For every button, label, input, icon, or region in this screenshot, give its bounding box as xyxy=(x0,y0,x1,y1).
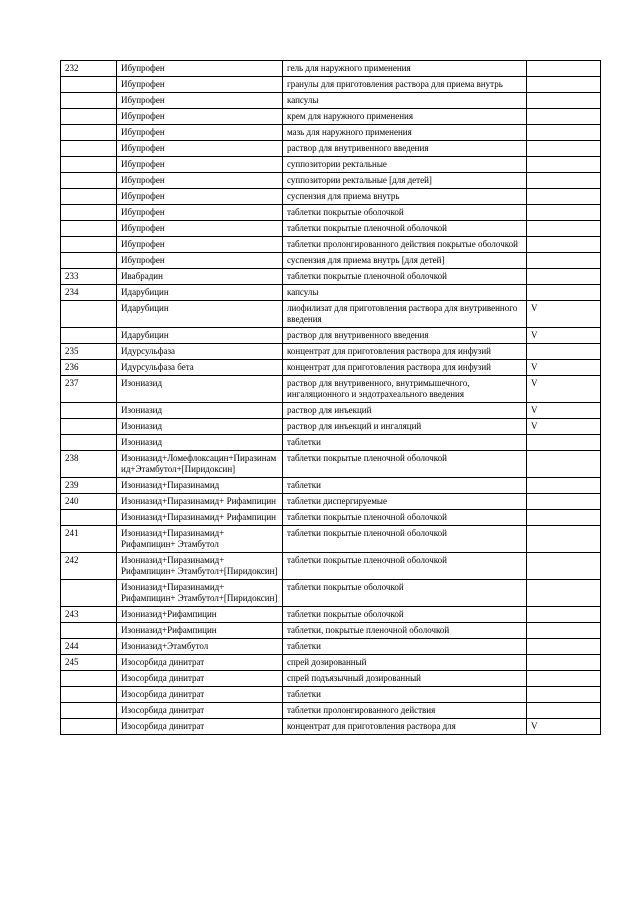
drug-name-cell: Ибупрофен xyxy=(117,253,283,269)
table-row xyxy=(61,580,601,607)
row-number-cell: 243 xyxy=(61,607,117,623)
dosage-form-cell: таблетки покрытые оболочкой xyxy=(283,205,527,221)
row-number-cell: 233 xyxy=(61,269,117,285)
mark-cell xyxy=(527,510,601,526)
dosage-form-cell: суспензия для приема внутрь xyxy=(283,189,527,205)
mark-cell xyxy=(527,125,601,141)
drug-name-cell: Ибупрофен xyxy=(117,93,283,109)
dosage-form-cell: таблетки покрытые пленочной оболочкой xyxy=(283,451,527,478)
mark-cell xyxy=(527,173,601,189)
dosage-form-cell: суппозитории ректальные xyxy=(283,157,527,173)
dosage-form-cell: раствор для внутривенного введения xyxy=(283,328,527,344)
table-row xyxy=(61,285,601,301)
table-row xyxy=(61,419,601,435)
mark-cell xyxy=(527,237,601,253)
table-row xyxy=(61,719,601,735)
drug-name-cell: Идарубицин xyxy=(117,328,283,344)
drug-name-cell: Идурсульфаза xyxy=(117,344,283,360)
dosage-form-cell: спрей дозированный xyxy=(283,655,527,671)
drug-name-cell: Изониазид+Рифампицин xyxy=(117,607,283,623)
row-number-cell xyxy=(61,671,117,687)
row-number-cell: 237 xyxy=(61,376,117,403)
row-number-cell: 241 xyxy=(61,526,117,553)
mark-cell xyxy=(527,141,601,157)
row-number-cell: 245 xyxy=(61,655,117,671)
mark-cell xyxy=(527,687,601,703)
dosage-form-cell: крем для наружного применения xyxy=(283,109,527,125)
mark-cell xyxy=(527,435,601,451)
dosage-form-cell: суспензия для приема внутрь [для детей] xyxy=(283,253,527,269)
drug-name-cell: Изониазид+Пиразинамид+ Рифампицин+ Этамбутол+[Пиридоксин] xyxy=(117,580,283,607)
mark-cell xyxy=(527,285,601,301)
mark-cell xyxy=(527,93,601,109)
drug-name-cell: Изониазид+Пиразинамид+ Рифампицин+ Этамбутол xyxy=(117,526,283,553)
dosage-form-cell: раствор для инъекций xyxy=(283,403,527,419)
row-number-cell xyxy=(61,703,117,719)
dosage-form-cell: раствор для внутривенного, внутримышечного, ингаляционного и эндотрахеального введения xyxy=(283,376,527,403)
row-number-cell: 239 xyxy=(61,478,117,494)
table-row xyxy=(61,451,601,478)
row-number-cell xyxy=(61,77,117,93)
drug-name-cell: Идарубицин xyxy=(117,285,283,301)
dosage-form-cell: капсулы xyxy=(283,285,527,301)
dosage-form-cell: суппозитории ректальные [для детей] xyxy=(283,173,527,189)
mark-cell xyxy=(527,205,601,221)
table-row xyxy=(61,703,601,719)
table-row xyxy=(61,655,601,671)
drug-name-cell: Ибупрофен xyxy=(117,157,283,173)
mark-cell xyxy=(527,157,601,173)
table-row xyxy=(61,494,601,510)
dosage-form-cell: раствор для инъекций и ингаляций xyxy=(283,419,527,435)
dosage-form-cell: таблетки покрытые пленочной оболочкой xyxy=(283,553,527,580)
drug-name-cell: Изосорбида динитрат xyxy=(117,671,283,687)
mark-cell xyxy=(527,607,601,623)
row-number-cell xyxy=(61,580,117,607)
dosage-form-cell: таблетки диспергируемые xyxy=(283,494,527,510)
dosage-form-cell: спрей подъязычный дозированный xyxy=(283,671,527,687)
row-number-cell: 232 xyxy=(61,61,117,77)
table-row xyxy=(61,553,601,580)
drug-name-cell: Ибупрофен xyxy=(117,173,283,189)
row-number-cell: 244 xyxy=(61,639,117,655)
row-number-cell xyxy=(61,403,117,419)
dosage-form-cell: таблетки покрытые пленочной оболочкой xyxy=(283,510,527,526)
mark-cell xyxy=(527,344,601,360)
table-row xyxy=(61,141,601,157)
table-row xyxy=(61,221,601,237)
table-row xyxy=(61,478,601,494)
table-row xyxy=(61,376,601,403)
row-number-cell xyxy=(61,237,117,253)
drug-name-cell: Ивабрадин xyxy=(117,269,283,285)
row-number-cell xyxy=(61,205,117,221)
drug-name-cell: Ибупрофен xyxy=(117,109,283,125)
mark-cell xyxy=(527,451,601,478)
table-row xyxy=(61,623,601,639)
row-number-cell xyxy=(61,221,117,237)
drug-name-cell: Ибупрофен xyxy=(117,77,283,93)
row-number-cell xyxy=(61,419,117,435)
table-row xyxy=(61,189,601,205)
mark-cell: V xyxy=(527,419,601,435)
table-row xyxy=(61,237,601,253)
dosage-form-cell: концентрат для приготовления раствора для инфузий xyxy=(283,344,527,360)
table-row xyxy=(61,435,601,451)
table-row xyxy=(61,173,601,189)
mark-cell: V xyxy=(527,403,601,419)
drug-name-cell: Изониазид xyxy=(117,419,283,435)
row-number-cell xyxy=(61,173,117,189)
row-number-cell xyxy=(61,109,117,125)
mark-cell xyxy=(527,253,601,269)
mark-cell: V xyxy=(527,376,601,403)
mark-cell xyxy=(527,671,601,687)
drug-name-cell: Изосорбида динитрат xyxy=(117,687,283,703)
drug-name-cell: Ибупрофен xyxy=(117,61,283,77)
table-row xyxy=(61,205,601,221)
drug-name-cell: Изониазид xyxy=(117,376,283,403)
mark-cell xyxy=(527,221,601,237)
dosage-form-cell: таблетки покрытые оболочкой xyxy=(283,607,527,623)
dosage-form-cell: капсулы xyxy=(283,93,527,109)
row-number-cell xyxy=(61,328,117,344)
drug-name-cell: Идарубицин xyxy=(117,301,283,328)
row-number-cell xyxy=(61,687,117,703)
drug-name-cell: Изосорбида динитрат xyxy=(117,703,283,719)
table-row xyxy=(61,253,601,269)
dosage-form-cell: таблетки покрытые оболочкой xyxy=(283,580,527,607)
row-number-cell xyxy=(61,623,117,639)
mark-cell xyxy=(527,639,601,655)
drug-name-cell: Изониазид xyxy=(117,403,283,419)
row-number-cell xyxy=(61,253,117,269)
row-number-cell: 236 xyxy=(61,360,117,376)
mark-cell: V xyxy=(527,328,601,344)
dosage-form-cell: мазь для наружного применения xyxy=(283,125,527,141)
row-number-cell xyxy=(61,301,117,328)
table-row xyxy=(61,109,601,125)
row-number-cell xyxy=(61,125,117,141)
mark-cell xyxy=(527,478,601,494)
table-row xyxy=(61,301,601,328)
mark-cell: V xyxy=(527,301,601,328)
mark-cell xyxy=(527,269,601,285)
mark-cell xyxy=(527,77,601,93)
mark-cell xyxy=(527,494,601,510)
table-row xyxy=(61,639,601,655)
mark-cell: V xyxy=(527,719,601,735)
table-row xyxy=(61,403,601,419)
drug-name-cell: Изониазид+Этамбутол xyxy=(117,639,283,655)
table-row xyxy=(61,687,601,703)
drug-name-cell: Изониазид+Пиразинамид xyxy=(117,478,283,494)
drug-name-cell: Изониазид+Пиразинамид+ Рифампицин xyxy=(117,510,283,526)
drug-name-cell: Ибупрофен xyxy=(117,221,283,237)
dosage-form-cell: таблетки xyxy=(283,478,527,494)
mark-cell xyxy=(527,553,601,580)
mark-cell xyxy=(527,655,601,671)
drug-name-cell: Изониазид+Ломефлоксацин+Пиразинамид+Этамбутол+[Пиридоксин] xyxy=(117,451,283,478)
drug-name-cell: Ибупрофен xyxy=(117,237,283,253)
row-number-cell xyxy=(61,93,117,109)
row-number-cell xyxy=(61,435,117,451)
mark-cell xyxy=(527,526,601,553)
table-body xyxy=(61,61,601,735)
mark-cell xyxy=(527,703,601,719)
table-row xyxy=(61,157,601,173)
drug-list-table xyxy=(60,60,601,735)
dosage-form-cell: концентрат для приготовления раствора для xyxy=(283,719,527,735)
table-row xyxy=(61,125,601,141)
mark-cell xyxy=(527,61,601,77)
drug-name-cell: Ибупрофен xyxy=(117,141,283,157)
row-number-cell xyxy=(61,719,117,735)
drug-name-cell: Ибупрофен xyxy=(117,125,283,141)
drug-name-cell: Изосорбида динитрат xyxy=(117,719,283,735)
table-row xyxy=(61,360,601,376)
row-number-cell: 240 xyxy=(61,494,117,510)
dosage-form-cell: гранулы для приготовления раствора для приема внутрь xyxy=(283,77,527,93)
table-row xyxy=(61,510,601,526)
table-row xyxy=(61,269,601,285)
mark-cell xyxy=(527,109,601,125)
dosage-form-cell: таблетки покрытые пленочной оболочкой xyxy=(283,269,527,285)
drug-name-cell: Изониазид+Пиразинамид+ Рифампицин+ Этамбутол+[Пиридоксин] xyxy=(117,553,283,580)
drug-name-cell: Идурсульфаза бета xyxy=(117,360,283,376)
row-number-cell: 235 xyxy=(61,344,117,360)
table-row xyxy=(61,77,601,93)
mark-cell xyxy=(527,189,601,205)
drug-name-cell: Ибупрофен xyxy=(117,205,283,221)
dosage-form-cell: концентрат для приготовления раствора для инфузий xyxy=(283,360,527,376)
dosage-form-cell: лиофилизат для приготовления раствора для внутривенного введения xyxy=(283,301,527,328)
row-number-cell xyxy=(61,189,117,205)
row-number-cell: 242 xyxy=(61,553,117,580)
drug-name-cell: Ибупрофен xyxy=(117,189,283,205)
table-row xyxy=(61,61,601,77)
dosage-form-cell: таблетки пролонгированного действия xyxy=(283,703,527,719)
table-row xyxy=(61,328,601,344)
table-row xyxy=(61,93,601,109)
table-row xyxy=(61,344,601,360)
drug-name-cell: Изосорбида динитрат xyxy=(117,655,283,671)
dosage-form-cell: таблетки покрытые пленочной оболочкой xyxy=(283,221,527,237)
drug-name-cell: Изониазид+Пиразинамид+ Рифампицин xyxy=(117,494,283,510)
dosage-form-cell: таблетки пролонгированного действия покрытые оболочкой xyxy=(283,237,527,253)
drug-name-cell: Изониазид+Рифампицин xyxy=(117,623,283,639)
mark-cell xyxy=(527,580,601,607)
dosage-form-cell: таблетки xyxy=(283,435,527,451)
dosage-form-cell: таблетки xyxy=(283,687,527,703)
mark-cell xyxy=(527,623,601,639)
table-row xyxy=(61,607,601,623)
dosage-form-cell: таблетки покрытые пленочной оболочкой xyxy=(283,526,527,553)
mark-cell: V xyxy=(527,360,601,376)
dosage-form-cell: раствор для внутривенного введения xyxy=(283,141,527,157)
table-row xyxy=(61,671,601,687)
table-row xyxy=(61,526,601,553)
drug-name-cell: Изониазид xyxy=(117,435,283,451)
dosage-form-cell: таблетки, покрытые пленочной оболочкой xyxy=(283,623,527,639)
dosage-form-cell: гель для наружного применения xyxy=(283,61,527,77)
row-number-cell: 238 xyxy=(61,451,117,478)
row-number-cell xyxy=(61,510,117,526)
dosage-form-cell: таблетки xyxy=(283,639,527,655)
row-number-cell xyxy=(61,141,117,157)
row-number-cell xyxy=(61,157,117,173)
row-number-cell: 234 xyxy=(61,285,117,301)
